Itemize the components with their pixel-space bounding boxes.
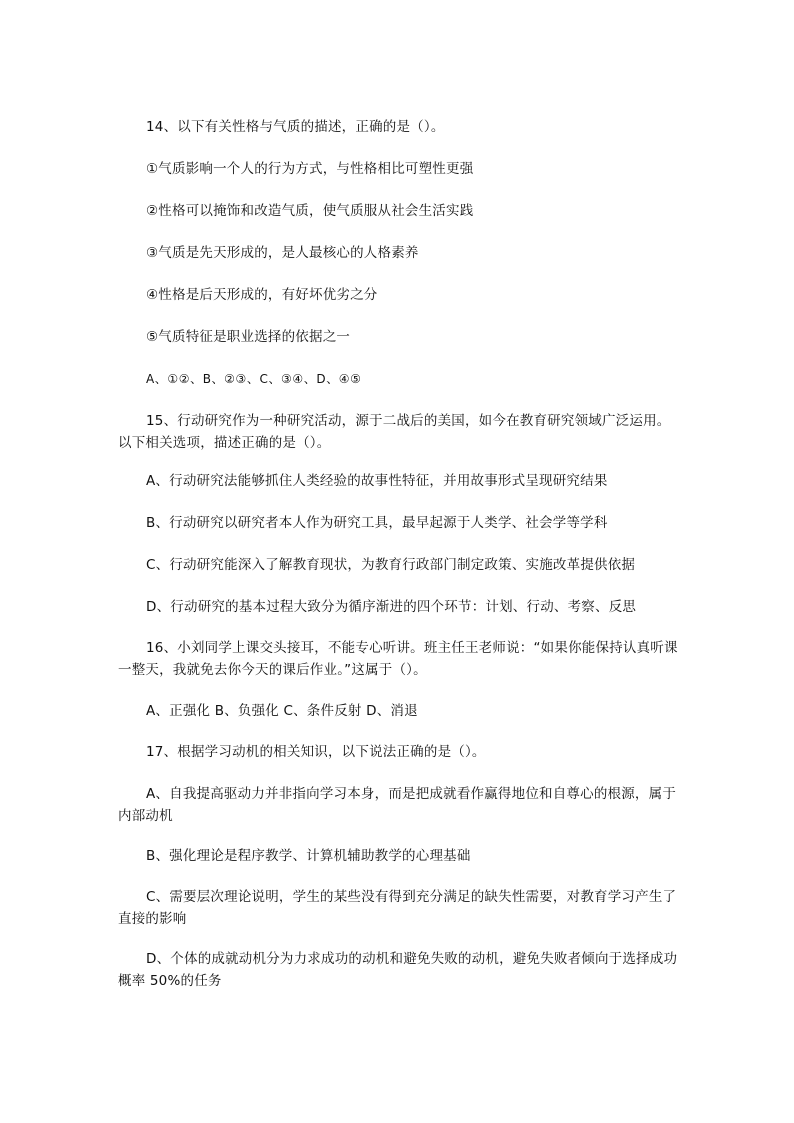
q17-option-d: D、个体的成就动机分为力求成功的动机和避免失败的动机，避免失败者倾向于选择成功概率 50%的任务 <box>118 951 678 989</box>
q14-options: A、①②、B、②③、C、③④、D、④⑤ <box>146 372 362 386</box>
q14-item-2: ②性格可以掩饰和改造气质，使气质服从社会生活实践 <box>146 203 474 219</box>
q14-item-3: ③气质是先天形成的，是人最核心的人格素养 <box>146 245 419 261</box>
q15-option-d: D、行动研究的基本过程大致分为循序渐进的四个环节：计划、行动、考察、反思 <box>146 599 637 615</box>
q14-item-5: ⑤气质特征是职业选择的依据之一 <box>146 329 351 345</box>
q15-option-a: A、行动研究法能够抓住人类经验的故事性特征，并用故事形式呈现研究结果 <box>146 473 608 489</box>
q17-stem: 17、根据学习动机的相关知识，以下说法正确的是（）。 <box>146 744 486 760</box>
q17-option-a: A、自我提高驱动力并非指向学习本身，而是把成就看作赢得地位和自尊心的根源，属于内部动机 <box>118 786 677 824</box>
q17-option-b: B、强化理论是程序教学、计算机辅助教学的心理基础 <box>146 848 471 864</box>
q16-stem: 16、小刘同学上课交头接耳，不能专心听讲。班主任王老师说：“如果你能保持认真听课一整天，我就免去你今天的课后作业。”这属于（）。 <box>118 640 678 678</box>
q15-stem: 15、行动研究作为一种研究活动，源于二战后的美国，如今在教育研究领域广泛运用。以下相关选项，描述正确的是（）。 <box>118 413 671 451</box>
q15-option-c: C、行动研究能深入了解教育现状，为教育行政部门制定政策、实施改革提供依据 <box>146 557 636 573</box>
q17-option-c: C、需要层次理论说明，学生的某些没有得到充分满足的缺失性需要，对教育学习产生了直接的影响 <box>118 889 677 927</box>
q15-option-b: B、行动研究以研究者本人作为研究工具，最早起源于人类学、社会学等学科 <box>146 515 608 531</box>
q14-item-1: ①气质影响一个人的行为方式，与性格相比可塑性更强 <box>146 161 474 177</box>
q14-item-4: ④性格是后天形成的，有好坏优劣之分 <box>146 287 378 303</box>
q16-options: A、正强化 B、负强化 C、条件反射 D、消退 <box>146 703 418 719</box>
q14-stem: 14、以下有关性格与气质的描述，正确的是（）。 <box>146 119 445 135</box>
